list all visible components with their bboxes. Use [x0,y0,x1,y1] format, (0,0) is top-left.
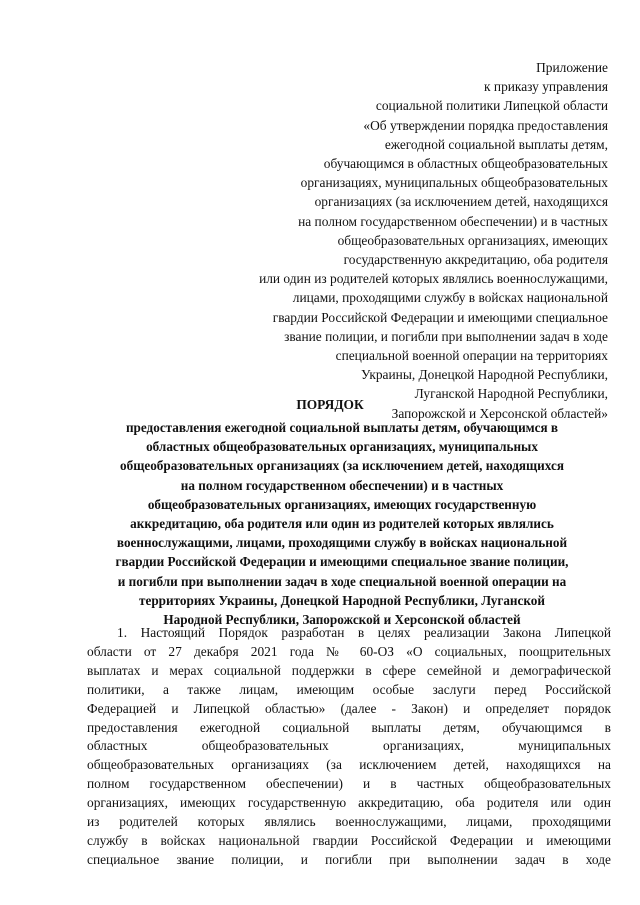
appendix-line: Луганской Народной Республики, [414,386,608,402]
body-line: организациях, имеющих государственную аккредитацию, оба родителя или один [87,795,611,811]
subtitle-line: Народной Республики, Запорожской и Херсонской областей [163,612,521,628]
appendix-line: организациях (за исключением детей, находящихся [314,194,608,210]
appendix-line: Приложение [536,60,608,75]
subtitle-line: общеобразовательных организациях, имеющих государственную [147,496,537,512]
body-line: области от 27 декабря 2021 года № 60-ОЗ «О социальных, поощрительных [87,643,611,659]
subtitle-line: гвардии Российской Федерации и имеющими специальное звание полиции, [115,554,569,570]
subtitle-line: военнослужащими, лицами, проходящими службу в войсках национальной [116,535,568,551]
subtitle-line: общеобразовательных организациях (за исключением детей, находящихся [120,458,564,474]
body-paragraph [87,624,611,870]
body-line: политики, а также лицам, имеющим особые заслуги перед Российской [87,681,611,697]
body-line: Федерацией и Липецкой областью» (далее - Закон) и определяет порядок [87,700,611,716]
appendix-line: или один из родителей которых являлись военнослужащими, [259,271,608,287]
appendix-block [168,58,608,423]
document-subtitle [74,418,610,629]
body-line: общеобразовательных организациях (за исключением детей, находящихся на [87,757,611,773]
body-line: 1. Настоящий Порядок разработан в целях реализации Закона Липецкой [117,625,611,640]
appendix-line: социальной политики Липецкой области [375,98,608,114]
appendix-line: специальной военной операции на территориях [335,348,608,364]
appendix-line: обучающимся в областных общеобразовательных [323,156,608,172]
appendix-line: на полном государственном обеспечении) и в частных [298,213,608,229]
body-line: областных общеобразовательных организациях, муниципальных [87,738,611,754]
subtitle-line: аккредитацию, оба родителя или один из родителей которых являлись [130,516,554,532]
subtitle-line: и погибли при выполнении задач в ходе специальной военной операции на [117,573,567,589]
appendix-line: государственную аккредитацию, оба родителя [343,252,608,268]
appendix-line: общеобразовательных организациях, имеющих [337,232,608,248]
document-title: ПОРЯДОК [296,397,364,412]
appendix-line: ежегодной социальной выплаты детям, [384,136,608,152]
appendix-line: к приказу управления [484,79,608,95]
body-line: выплатах и мерах социальной поддержки в сфере семейной и демографической [87,662,611,678]
body-line: полном государственном обеспечении) и в частных общеобразовательных [87,776,611,792]
body-line: службу в войсках национальной гвардии Российской Федерации и имеющими [87,832,611,848]
body-line: из родителей которых являлись военнослужащими, лицами, проходящими [87,814,611,830]
appendix-line: организациях, муниципальных общеобразовательных [300,175,608,191]
appendix-line: Украины, Донецкой Народной Республики, [361,367,608,383]
appendix-line: звание полиции, и погибли при выполнении задач в ходе [284,328,608,344]
subtitle-line: территориях Украины, Донецкой Народной Республики, Луганской [138,592,545,608]
subtitle-line: на полном государственном обеспечении) и в частных [180,477,504,493]
subtitle-line: областных общеобразовательных организациях, муниципальных [146,439,538,455]
appendix-line: гвардии Российской Федерации и имеющими специальное [272,309,608,325]
body-line: специальное звание полиции, и погибли при выполнении задач в ходе [87,851,611,867]
body-line: предоставления ежегодной социальной выплаты детям, обучающимся в [87,719,611,735]
appendix-line: Запорожской и Херсонской областей» [391,405,608,421]
appendix-line: лицами, проходящими службу в войсках национальной [292,290,608,306]
appendix-line: «Об утверждении порядка предоставления [363,117,608,133]
subtitle-line: предоставления ежегодной социальной выплаты детям, обучающимся в [125,420,559,435]
